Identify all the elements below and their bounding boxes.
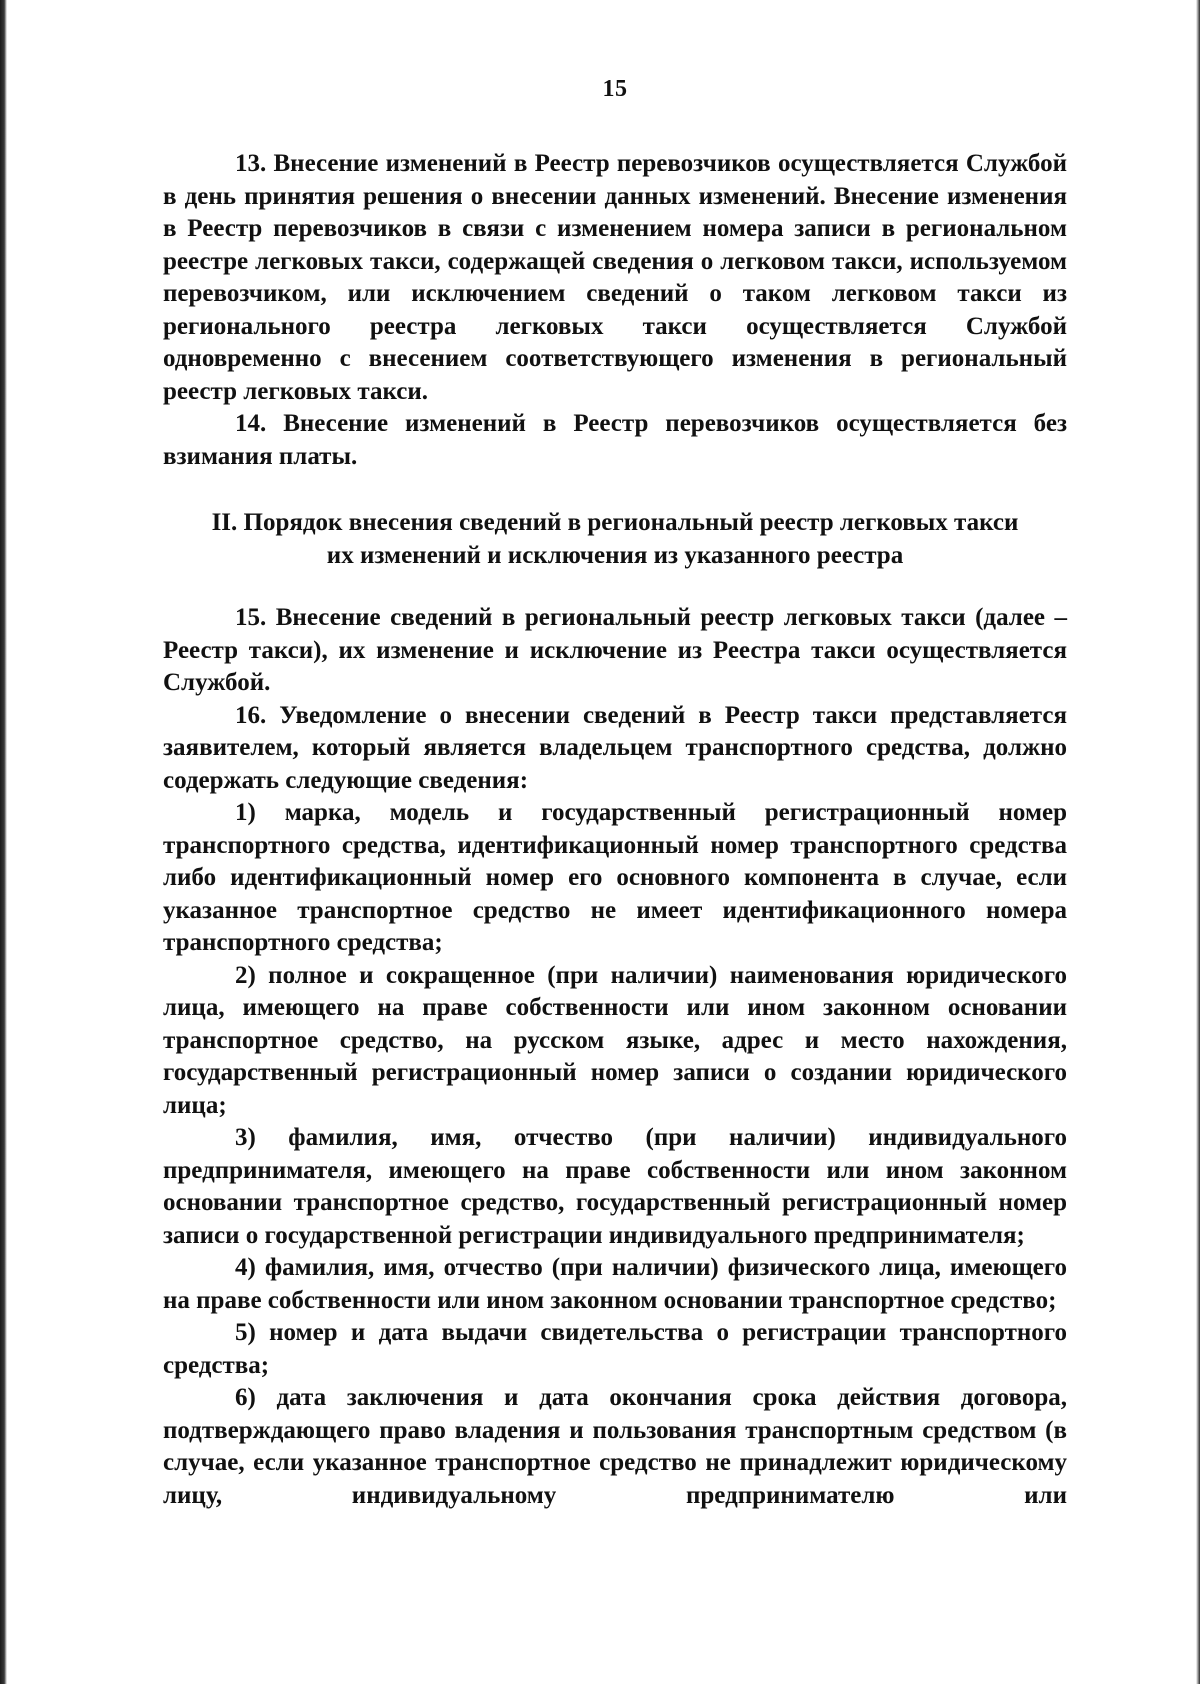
list-item-3: 3) фамилия, имя, отчество (при наличии) индивидуального предпринимателя, имеющего на праве собственности или ином законном основании транспортное средство, государственный регистрационный номер записи о государственной регистрации индивидуального предпринимателя; [163, 1124, 1067, 1249]
section-heading-line-1: II. Порядок внесения сведений в региональный реестр легковых такси [211, 509, 1019, 536]
list-item-6: 6) дата заключения и дата окончания срока действия договора, подтверждающего право владения и пользования транспортным средством (в случае, если указанное транспортное средство не принадлежит юридическому лицу, индивидуальному предпринимателю или [163, 1384, 1067, 1509]
section-heading-line-2: их изменений и исключения из указанного реестра [326, 541, 904, 569]
paragraph-15: 15. Внесение сведений в региональный реестр легковых такси (далее – Реестр такси), их изменение и исключение из Реестра такси осуществляется Службой. [163, 604, 1067, 696]
paragraph-16: 16. Уведомление о внесении сведений в Реестр такси представляется заявителем, который является владельцем транспортного средства, должно содержать следующие сведения: [163, 701, 1067, 794]
page-number: 15 [602, 76, 628, 102]
scan-edge-right [1196, 0, 1200, 1684]
list-item-4: 4) фамилия, имя, отчество (при наличии) физического лица, имеющего на праве собственности или ином законном основании транспортное средство; [163, 1254, 1067, 1314]
list-item-5: 5) номер и дата выдачи свидетельства о регистрации транспортного средства; [163, 1319, 1067, 1379]
document-body [163, 148, 1067, 1512]
paragraph-13: 13. Внесение изменений в Реестр перевозчиков осуществляется Службой в день принятия решения о внесении данных изменений. Внесение изменения в Реестр перевозчиков в связи с изменением номера записи в региональном реестре легковых такси, содержащей сведения о легковом такси, используемом перевозчиком, или исключением сведений о таком легковом такси из регионального реестра легковых такси осуществляется Службой одновременно с внесением соответствующего изменения в региональный реестр легковых такси. [163, 150, 1067, 405]
list-item-2: 2) полное и сокращенное (при наличии) наименования юридического лица, имеющего на праве собственности или ином законном основании транспортное средство, на русском языке, адрес и место нахождения, государственный регистрационный номер записи о создании юридического лица; [163, 961, 1067, 1119]
list-item-1: 1) марка, модель и государственный регистрационный номер транспортного средства, идентификационный номер транспортного средства либо идентификационный номер его основного компонента в случае, если указанное транспортное средство не имеет идентификационного номера транспортного средства; [163, 799, 1067, 956]
scan-edge-left [0, 0, 7, 1684]
paragraph-14: 14. Внесение изменений в Реестр перевозчиков осуществляется без взимания платы. [163, 410, 1067, 470]
section-heading [163, 507, 1067, 572]
